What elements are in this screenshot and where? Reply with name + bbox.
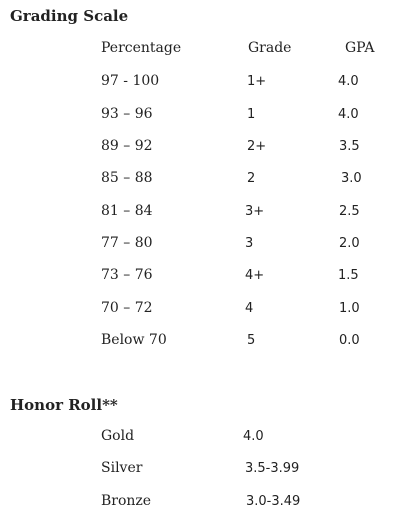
percentage-cell: 70 – 72 xyxy=(101,300,153,316)
honor-level-cell: Gold xyxy=(101,428,135,444)
percentage-cell: Below 70 xyxy=(101,332,167,348)
header-gpa: GPA xyxy=(345,40,375,56)
gpa-cell: 2.0 xyxy=(339,236,360,251)
header-grade: Grade xyxy=(248,40,292,56)
grade-cell: 3 xyxy=(245,236,254,251)
percentage-cell: 93 – 96 xyxy=(101,106,153,122)
grade-cell: 3+ xyxy=(245,204,265,219)
grade-cell: 4 xyxy=(245,301,254,316)
gpa-cell: 4.0 xyxy=(338,74,359,89)
grade-cell: 1+ xyxy=(247,74,267,89)
percentage-cell: 85 – 88 xyxy=(101,170,153,186)
grade-cell: 2 xyxy=(247,171,256,186)
grade-cell: 5 xyxy=(247,333,256,348)
honor-roll-title: Honor Roll** xyxy=(10,396,118,414)
gpa-cell: 2.5 xyxy=(339,204,360,219)
grade-cell: 2+ xyxy=(247,139,267,154)
gpa-cell: 3.5 xyxy=(339,139,360,154)
grading-scale-title: Grading Scale xyxy=(10,7,129,25)
header-percentage: Percentage xyxy=(101,40,182,56)
percentage-cell: 77 – 80 xyxy=(101,235,153,251)
honor-level-cell: Silver xyxy=(101,460,143,476)
gpa-cell: 1.5 xyxy=(338,268,359,283)
honor-gpa-cell: 4.0 xyxy=(243,429,264,444)
gpa-cell: 0.0 xyxy=(339,333,360,348)
honor-level-cell: Bronze xyxy=(101,493,152,509)
honor-gpa-cell: 3.0-3.49 xyxy=(246,494,301,509)
percentage-cell: 89 – 92 xyxy=(101,138,153,154)
percentage-cell: 81 – 84 xyxy=(101,203,153,219)
percentage-cell: 73 – 76 xyxy=(101,267,153,283)
gpa-cell: 3.0 xyxy=(341,171,362,186)
grade-cell: 4+ xyxy=(245,268,265,283)
gpa-cell: 4.0 xyxy=(338,107,359,122)
honor-gpa-cell: 3.5-3.99 xyxy=(245,461,300,476)
gpa-cell: 1.0 xyxy=(339,301,360,316)
percentage-cell: 97 - 100 xyxy=(101,73,160,89)
grade-cell: 1 xyxy=(247,107,256,122)
